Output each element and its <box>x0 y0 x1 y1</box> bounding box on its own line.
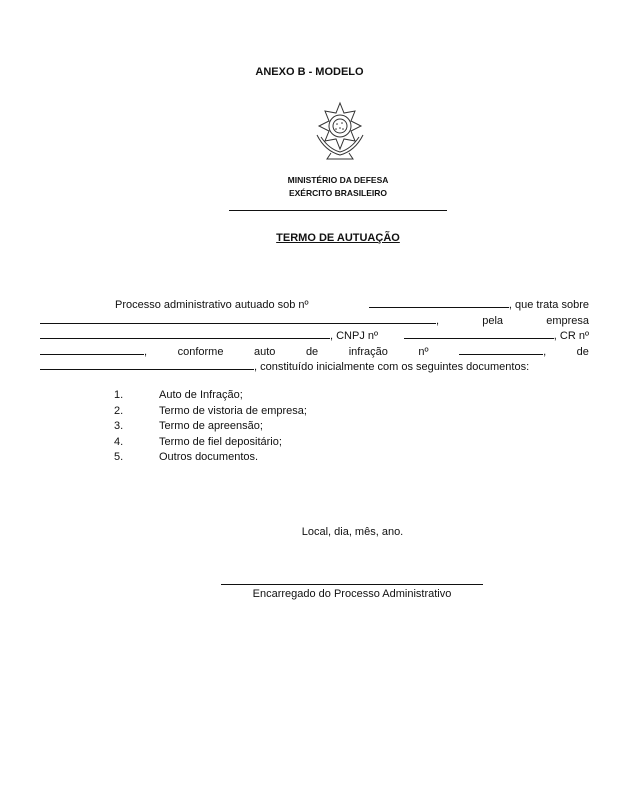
organization-header <box>0 174 619 200</box>
cr-blank[interactable] <box>40 343 144 355</box>
text-constituido: , constituído inicialmente com os seguintes documentos: <box>254 361 530 373</box>
list-item-number: 5. <box>114 451 124 463</box>
list-item-number: 1. <box>114 389 124 401</box>
coat-of-arms-emblem <box>309 101 371 161</box>
text-cnpj: , CNPJ nº <box>330 330 379 342</box>
process-number-blank[interactable] <box>369 296 509 308</box>
text-pela: pela <box>482 314 504 327</box>
text-infracao: infração <box>348 345 388 358</box>
documents-list <box>114 388 307 466</box>
text-de: de <box>305 345 319 358</box>
list-item-label: Outros documentos. <box>159 451 259 463</box>
ministry-name: MINISTÉRIO DA DEFESA <box>287 175 389 185</box>
company-name-blank[interactable] <box>40 327 330 339</box>
army-name: EXÉRCITO BRASILEIRO <box>288 188 388 198</box>
comma-after-infraction: , <box>543 345 547 358</box>
list-item <box>114 450 307 466</box>
document-title: TERMO DE AUTUAÇÃO <box>276 232 400 244</box>
list-item <box>114 419 307 435</box>
cnpj-blank[interactable] <box>404 327 554 339</box>
text-de-2: de <box>576 345 589 358</box>
text-process-intro: Processo administrativo autuado sob nº <box>115 299 309 311</box>
place-date-line: Local, dia, mês, ano. <box>301 526 404 538</box>
list-item <box>114 388 307 404</box>
body-line-2 <box>40 312 589 328</box>
comma-text: , <box>436 314 440 327</box>
body-line-1 <box>40 296 589 312</box>
list-item-label: Auto de Infração; <box>159 389 243 401</box>
list-item-number: 2. <box>114 404 124 417</box>
text-empresa: empresa <box>546 314 589 327</box>
body-paragraph <box>40 296 589 374</box>
header-divider <box>229 210 447 211</box>
text-cr: , CR nº <box>553 330 589 342</box>
text-auto: auto <box>253 345 276 358</box>
annex-title: ANEXO B - MODELO <box>255 66 364 78</box>
body-line-4 <box>40 343 589 359</box>
list-item <box>114 435 307 451</box>
list-item-label: Termo de apreensão; <box>159 420 263 432</box>
infraction-number-blank[interactable] <box>459 343 543 355</box>
list-item <box>114 404 307 420</box>
list-item-label: Termo de fiel depositário; <box>159 435 282 448</box>
signature-line[interactable] <box>221 584 483 585</box>
text-conforme: conforme <box>177 345 224 358</box>
list-item-number: 3. <box>114 420 124 432</box>
list-item-number: 4. <box>114 435 124 448</box>
body-line-3 <box>40 327 589 343</box>
body-line-5 <box>40 358 589 374</box>
date-blank[interactable] <box>40 358 254 370</box>
signature-label: Encarregado do Processo Administrativo <box>252 588 452 600</box>
comma-after-cr: , <box>144 345 148 358</box>
list-item-label: Termo de vistoria de empresa; <box>159 404 307 417</box>
subject-blank[interactable] <box>40 312 436 324</box>
text-numero: nº <box>418 345 429 358</box>
text-trata-sobre: , que trata sobre <box>508 299 589 311</box>
